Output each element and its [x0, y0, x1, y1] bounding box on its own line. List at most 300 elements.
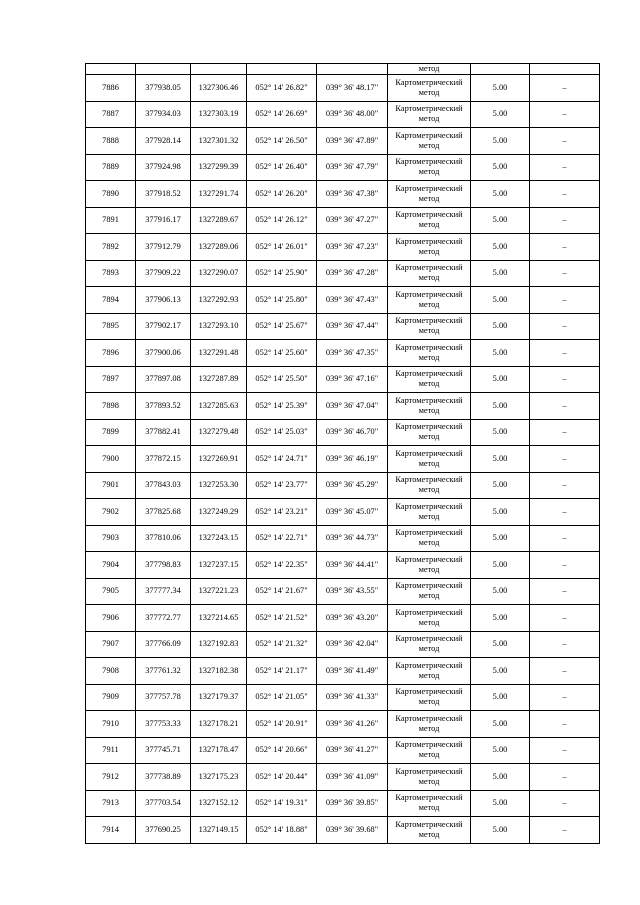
cell-y: 1327291.74 [191, 181, 247, 208]
method-line-2: метод [418, 432, 440, 442]
cell-y: 1327290.07 [191, 260, 247, 287]
cell-point-number: 7901 [86, 472, 136, 499]
cell-y: 1327293.10 [191, 313, 247, 340]
cell-latitude: 052° 14' 26.50" [247, 128, 317, 155]
cell-point-number: 7899 [86, 419, 136, 446]
cell-point-number: 7902 [86, 499, 136, 526]
method-line-1: Картометрический [395, 687, 463, 697]
cell-y: 1327301.32 [191, 128, 247, 155]
method-line-2: метод [418, 326, 440, 336]
cell-accuracy: 5.00 [471, 128, 530, 155]
table-row [86, 128, 600, 155]
cell-latitude: 052° 14' 25.90" [247, 260, 317, 287]
cell-x: 377893.52 [136, 393, 191, 420]
cell-method [388, 711, 471, 738]
cell-y: 1327306.46 [191, 75, 247, 102]
method-line-1: Картометрический [395, 607, 463, 617]
cell-method [388, 340, 471, 367]
method-line-2: метод [418, 803, 440, 813]
cell-description: – [530, 207, 600, 234]
method-line-1: Картометрический [395, 77, 463, 87]
cell-point-number: 7911 [86, 737, 136, 764]
cell-accuracy: 5.00 [471, 154, 530, 181]
cell-accuracy: 5.00 [471, 499, 530, 526]
cell-longitude: 039° 36' 41.09" [317, 764, 388, 791]
method-line-1: Картометрический [395, 819, 463, 829]
cell-x: 377934.03 [136, 101, 191, 128]
method-line-1: Картометрический [395, 130, 463, 140]
cell-accuracy: 5.00 [471, 393, 530, 420]
cell-accuracy: 5.00 [471, 764, 530, 791]
table-row [86, 631, 600, 658]
table-row [86, 340, 600, 367]
cell-longitude: 039° 36' 45.07" [317, 499, 388, 526]
cell-longitude: 039° 36' 45.29" [317, 472, 388, 499]
cell-x: 377916.17 [136, 207, 191, 234]
cell-accuracy: 5.00 [471, 631, 530, 658]
cell-latitude: 052° 14' 25.39" [247, 393, 317, 420]
cell-point-number: 7897 [86, 366, 136, 393]
cell-method: метод [388, 64, 471, 75]
cell-latitude: 052° 14' 22.71" [247, 525, 317, 552]
cell-x: 377918.52 [136, 181, 191, 208]
cell-latitude: 052° 14' 25.50" [247, 366, 317, 393]
cell-description: – [530, 552, 600, 579]
cell-y: 1327178.21 [191, 711, 247, 738]
method-line-1: Картометрический [395, 634, 463, 644]
cell-point-number: 7892 [86, 234, 136, 261]
cell-longitude: 039° 36' 47.04" [317, 393, 388, 420]
method-line-2: метод [418, 644, 440, 654]
table-row [86, 207, 600, 234]
cell-point-number: 7905 [86, 578, 136, 605]
cell-latitude: 052° 14' 25.60" [247, 340, 317, 367]
method-line-2: метод [418, 220, 440, 230]
table-body [86, 64, 600, 844]
table-row [86, 234, 600, 261]
cell-latitude: 052° 14' 26.20" [247, 181, 317, 208]
cell-x: 377766.09 [136, 631, 191, 658]
method-line-2: метод [418, 829, 440, 839]
cell-longitude: 039° 36' 41.49" [317, 658, 388, 685]
cell-point-number: 7890 [86, 181, 136, 208]
cell-method [388, 605, 471, 632]
cell-latitude: 052° 14' 24.71" [247, 446, 317, 473]
cell-point-number: 7909 [86, 684, 136, 711]
cell-x: 377690.25 [136, 817, 191, 844]
cell-method [388, 737, 471, 764]
method-line-2: метод [418, 246, 440, 256]
cell-method [388, 764, 471, 791]
cell-point-number: 7914 [86, 817, 136, 844]
cell-point-number: 7898 [86, 393, 136, 420]
cell-method [388, 472, 471, 499]
table-row [86, 154, 600, 181]
cell-latitude: 052° 14' 21.17" [247, 658, 317, 685]
cell-accuracy: 5.00 [471, 684, 530, 711]
table-row [86, 711, 600, 738]
method-line-1: Картометрический [395, 501, 463, 511]
method-line-1: Картометрический [395, 448, 463, 458]
cell-longitude [317, 64, 388, 75]
cell-accuracy: 5.00 [471, 817, 530, 844]
method-line-1: Картометрический [395, 369, 463, 379]
cell-description: – [530, 605, 600, 632]
cell-point-number: 7906 [86, 605, 136, 632]
cell-longitude: 039° 36' 47.79" [317, 154, 388, 181]
cell-description: – [530, 313, 600, 340]
cell-latitude: 052° 14' 23.21" [247, 499, 317, 526]
method-line-1: Картометрический [395, 236, 463, 246]
cell-x: 377753.33 [136, 711, 191, 738]
cell-accuracy: 5.00 [471, 525, 530, 552]
cell-method [388, 75, 471, 102]
cell-latitude: 052° 14' 21.32" [247, 631, 317, 658]
cell-point-number: 7912 [86, 764, 136, 791]
cell-x: 377757.78 [136, 684, 191, 711]
cell-longitude: 039° 36' 47.16" [317, 366, 388, 393]
cell-point-number [86, 64, 136, 75]
cell-method [388, 366, 471, 393]
cell-latitude: 052° 14' 18.88" [247, 817, 317, 844]
table-row [86, 181, 600, 208]
method-line-2: метод [418, 140, 440, 150]
table-row [86, 260, 600, 287]
cell-point-number: 7894 [86, 287, 136, 314]
method-line-1: Картометрический [395, 740, 463, 750]
method-line-2: метод [418, 776, 440, 786]
cell-method [388, 631, 471, 658]
cell-y: 1327249.29 [191, 499, 247, 526]
cell-point-number: 7896 [86, 340, 136, 367]
cell-longitude: 039° 36' 41.33" [317, 684, 388, 711]
cell-method [388, 790, 471, 817]
method-line-1: Картометрический [395, 263, 463, 273]
cell-longitude: 039° 36' 48.00" [317, 101, 388, 128]
cell-longitude: 039° 36' 47.28" [317, 260, 388, 287]
cell-description: – [530, 764, 600, 791]
method-line-2: метод [418, 723, 440, 733]
cell-description: – [530, 737, 600, 764]
cell-description: – [530, 181, 600, 208]
cell-method [388, 234, 471, 261]
cell-longitude: 039° 36' 47.38" [317, 181, 388, 208]
cell-x: 377924.98 [136, 154, 191, 181]
cell-description: – [530, 260, 600, 287]
cell-description: – [530, 287, 600, 314]
cell-accuracy: 5.00 [471, 101, 530, 128]
method-line-2: метод [418, 193, 440, 203]
cell-method [388, 313, 471, 340]
cell-y: 1327289.06 [191, 234, 247, 261]
cell-accuracy: 5.00 [471, 287, 530, 314]
method-line-1: Картометрический [395, 475, 463, 485]
cell-longitude: 039° 36' 46.70" [317, 419, 388, 446]
cell-method [388, 446, 471, 473]
table-row [86, 499, 600, 526]
method-line-2: метод [418, 617, 440, 627]
cell-y: 1327253.30 [191, 472, 247, 499]
cell-method [388, 499, 471, 526]
cell-y: 1327149.15 [191, 817, 247, 844]
cell-accuracy: 5.00 [471, 711, 530, 738]
method-line-2: метод [418, 352, 440, 362]
cell-latitude: 052° 14' 25.80" [247, 287, 317, 314]
cell-latitude: 052° 14' 20.91" [247, 711, 317, 738]
method-line-1: Картометрический [395, 793, 463, 803]
cell-x: 377906.13 [136, 287, 191, 314]
table-row [86, 817, 600, 844]
cell-accuracy: 5.00 [471, 737, 530, 764]
method-line-2: метод [418, 299, 440, 309]
table-row [86, 658, 600, 685]
cell-x [136, 64, 191, 75]
method-line-2: метод [418, 379, 440, 389]
method-line-1: Картометрический [395, 183, 463, 193]
method-line-1: Картометрический [395, 660, 463, 670]
table-row [86, 313, 600, 340]
cell-description: – [530, 234, 600, 261]
cell-method [388, 684, 471, 711]
table-row [86, 790, 600, 817]
cell-point-number: 7895 [86, 313, 136, 340]
table-row [86, 75, 600, 102]
cell-longitude: 039° 36' 47.43" [317, 287, 388, 314]
cell-description: – [530, 75, 600, 102]
cell-description: – [530, 446, 600, 473]
cell-point-number: 7900 [86, 446, 136, 473]
cell-accuracy: 5.00 [471, 260, 530, 287]
table-row [86, 578, 600, 605]
cell-description: – [530, 154, 600, 181]
cell-method [388, 578, 471, 605]
method-line-1: Картометрический [395, 766, 463, 776]
method-line-2: метод [418, 538, 440, 548]
cell-description: – [530, 472, 600, 499]
cell-point-number: 7907 [86, 631, 136, 658]
cell-x: 377761.32 [136, 658, 191, 685]
cell-description: – [530, 631, 600, 658]
cell-y: 1327179.37 [191, 684, 247, 711]
method-line-2: метод [418, 697, 440, 707]
cell-x: 377843.03 [136, 472, 191, 499]
cell-longitude: 039° 36' 42.04" [317, 631, 388, 658]
cell-method [388, 181, 471, 208]
method-line-2: метод [418, 670, 440, 680]
method-line-2: метод [418, 511, 440, 521]
cell-latitude: 052° 14' 21.52" [247, 605, 317, 632]
cell-point-number: 7903 [86, 525, 136, 552]
cell-latitude: 052° 14' 26.12" [247, 207, 317, 234]
cell-description: – [530, 578, 600, 605]
cell-y: 1327299.39 [191, 154, 247, 181]
cell-x: 377938.05 [136, 75, 191, 102]
cell-description: – [530, 366, 600, 393]
cell-x: 377909.22 [136, 260, 191, 287]
cell-y: 1327182.38 [191, 658, 247, 685]
cell-x: 377897.08 [136, 366, 191, 393]
table-row [86, 525, 600, 552]
cell-x: 377825.68 [136, 499, 191, 526]
cell-accuracy: 5.00 [471, 313, 530, 340]
cell-accuracy: 5.00 [471, 605, 530, 632]
cell-x: 377777.34 [136, 578, 191, 605]
cell-x: 377772.77 [136, 605, 191, 632]
method-line-2: метод [418, 564, 440, 574]
table-row [86, 764, 600, 791]
cell-method [388, 101, 471, 128]
cell-point-number: 7891 [86, 207, 136, 234]
cell-longitude: 039° 36' 47.27" [317, 207, 388, 234]
coordinates-table [85, 63, 600, 844]
table-row [86, 737, 600, 764]
cell-accuracy: 5.00 [471, 366, 530, 393]
table-row [86, 287, 600, 314]
cell-latitude: 052° 14' 21.67" [247, 578, 317, 605]
method-line-2: метод [418, 167, 440, 177]
cell-description: – [530, 790, 600, 817]
cell-description: – [530, 711, 600, 738]
method-line-1: Картометрический [395, 581, 463, 591]
cell-y: 1327152.12 [191, 790, 247, 817]
cell-longitude: 039° 36' 47.35" [317, 340, 388, 367]
cell-longitude: 039° 36' 41.27" [317, 737, 388, 764]
method-line-2: метод [418, 591, 440, 601]
cell-description: – [530, 817, 600, 844]
cell-accuracy: 5.00 [471, 578, 530, 605]
cell-latitude: 052° 14' 25.03" [247, 419, 317, 446]
cell-description: – [530, 684, 600, 711]
cell-description: – [530, 128, 600, 155]
cell-point-number: 7904 [86, 552, 136, 579]
cell-y: 1327221.23 [191, 578, 247, 605]
cell-accuracy: 5.00 [471, 234, 530, 261]
cell-latitude: 052° 14' 21.05" [247, 684, 317, 711]
method-line-2: метод [418, 485, 440, 495]
cell-point-number: 7893 [86, 260, 136, 287]
cell-method [388, 525, 471, 552]
cell-latitude: 052° 14' 26.82" [247, 75, 317, 102]
method-line-1: Картометрический [395, 422, 463, 432]
method-line-1: Картометрический [395, 342, 463, 352]
cell-method [388, 658, 471, 685]
table-row [86, 552, 600, 579]
cell-longitude: 039° 36' 44.73" [317, 525, 388, 552]
cell-y [191, 64, 247, 75]
cell-description: – [530, 101, 600, 128]
cell-method [388, 287, 471, 314]
cell-method [388, 128, 471, 155]
cell-accuracy [471, 64, 530, 75]
cell-latitude: 052° 14' 26.01" [247, 234, 317, 261]
cell-x: 377703.54 [136, 790, 191, 817]
cell-y: 1327175.23 [191, 764, 247, 791]
cell-y: 1327237.15 [191, 552, 247, 579]
cell-y: 1327291.48 [191, 340, 247, 367]
method-line-2: метод [418, 405, 440, 415]
table-row-continued [86, 64, 600, 75]
cell-y: 1327292.93 [191, 287, 247, 314]
cell-latitude: 052° 14' 20.66" [247, 737, 317, 764]
cell-method [388, 260, 471, 287]
table-row [86, 419, 600, 446]
cell-y: 1327178.47 [191, 737, 247, 764]
cell-point-number: 7910 [86, 711, 136, 738]
cell-accuracy: 5.00 [471, 181, 530, 208]
cell-longitude: 039° 36' 43.20" [317, 605, 388, 632]
method-line-1: Картометрический [395, 316, 463, 326]
cell-accuracy: 5.00 [471, 790, 530, 817]
cell-longitude: 039° 36' 41.26" [317, 711, 388, 738]
method-line-1: Картометрический [395, 210, 463, 220]
cell-accuracy: 5.00 [471, 340, 530, 367]
cell-y: 1327287.89 [191, 366, 247, 393]
method-line-1: Картометрический [395, 528, 463, 538]
cell-method [388, 552, 471, 579]
cell-accuracy: 5.00 [471, 207, 530, 234]
table-row [86, 472, 600, 499]
cell-latitude: 052° 14' 25.67" [247, 313, 317, 340]
cell-x: 377745.71 [136, 737, 191, 764]
method-line-1: Картометрический [395, 554, 463, 564]
method-line-1: Картометрический [395, 104, 463, 114]
cell-y: 1327303.19 [191, 101, 247, 128]
table-row [86, 446, 600, 473]
cell-y: 1327279.48 [191, 419, 247, 446]
cell-description: – [530, 419, 600, 446]
cell-latitude: 052° 14' 19.31" [247, 790, 317, 817]
cell-point-number: 7889 [86, 154, 136, 181]
method-line-2: метод [418, 273, 440, 283]
cell-point-number: 7886 [86, 75, 136, 102]
cell-longitude: 039° 36' 47.23" [317, 234, 388, 261]
cell-method [388, 154, 471, 181]
cell-latitude: 052° 14' 26.40" [247, 154, 317, 181]
cell-method [388, 207, 471, 234]
method-line-2: метод [418, 87, 440, 97]
method-line-2: метод [418, 114, 440, 124]
cell-y: 1327289.67 [191, 207, 247, 234]
cell-point-number: 7908 [86, 658, 136, 685]
cell-method [388, 817, 471, 844]
cell-y: 1327269.91 [191, 446, 247, 473]
cell-y: 1327285.63 [191, 393, 247, 420]
method-line-2: метод [418, 750, 440, 760]
cell-description: – [530, 658, 600, 685]
cell-accuracy: 5.00 [471, 552, 530, 579]
cell-x: 377810.06 [136, 525, 191, 552]
cell-accuracy: 5.00 [471, 419, 530, 446]
cell-method [388, 393, 471, 420]
cell-longitude: 039° 36' 43.55" [317, 578, 388, 605]
cell-accuracy: 5.00 [471, 658, 530, 685]
method-line-1: Картометрический [395, 289, 463, 299]
cell-x: 377902.17 [136, 313, 191, 340]
cell-y: 1327192.83 [191, 631, 247, 658]
cell-latitude: 052° 14' 20.44" [247, 764, 317, 791]
table-row [86, 605, 600, 632]
cell-x: 377798.83 [136, 552, 191, 579]
cell-point-number: 7888 [86, 128, 136, 155]
cell-x: 377928.14 [136, 128, 191, 155]
cell-longitude: 039° 36' 39.68" [317, 817, 388, 844]
cell-accuracy: 5.00 [471, 75, 530, 102]
cell-y: 1327214.65 [191, 605, 247, 632]
cell-latitude: 052° 14' 22.35" [247, 552, 317, 579]
cell-latitude: 052° 14' 26.69" [247, 101, 317, 128]
cell-latitude: 052° 14' 23.77" [247, 472, 317, 499]
table-row [86, 393, 600, 420]
